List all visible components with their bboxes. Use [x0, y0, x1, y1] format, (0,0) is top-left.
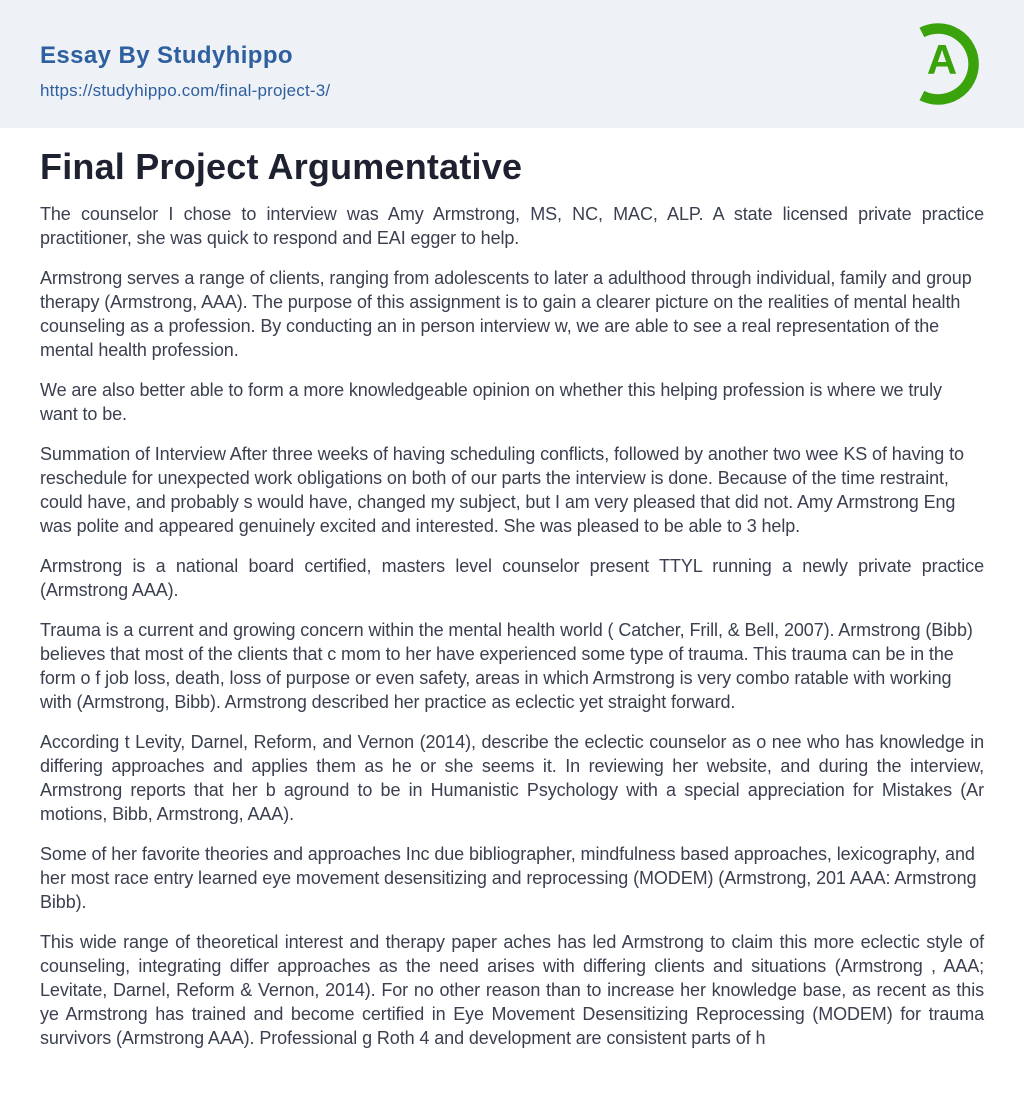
essay-paragraph-6: Trauma is a current and growing concern within the mental health world ( Catcher, Frill, & Bell, 2007). Armstrong (Bibb) believes that most of the clients that c mom to her have experienced some type of trauma. This trauma can be in the form o f job loss, death, loss of purpose or even safety, areas in which Armstrong is very combo ratable with working with (Armstrong, Bibb). Armstrong described her practice as eclectic yet straight forward.: [40, 620, 973, 712]
essay-paragraph-7: According t Levity, Darnel, Reform, and Vernon (2014), describe the eclectic counselor as o nee who has knowledge in differing approaches and applies them as he or she seems it. In reviewing her website, and during the interview, Armstrong reports that her b aground to be in Humanistic Psychology with a special appreciation for Mistakes (Ar motions, Bibb, Armstrong, AAA).: [40, 732, 984, 824]
essay-paragraph-4: Summation of Interview After three weeks of having scheduling conflicts, followed by another two wee KS of having to reschedule for unexpected work obligations on both of our parts the interview is done. Because of the time restraint, could have, and probably s would have, changed my subject, but I am very pleased that did not. Amy Armstrong Eng was polite and appeared genuinely excited and interested. She was pleased to be able to 3 help.: [40, 444, 964, 536]
essay-paragraph-8: Some of her favorite theories and approaches Inc due bibliographer, mindfulness based approaches, lexicography, and her most race entry learned eye movement desensitizing and reprocessing (MODEM) (Armstrong, 201 AAA: Armstrong Bibb).: [40, 844, 977, 912]
essay-url-link[interactable]: https://studyhippo.com/final-project-3/: [40, 81, 331, 100]
essay-paragraph-2: Armstrong serves a range of clients, ranging from adolescents to later a adulthood through individual, family and group therapy (Armstrong, AAA). The purpose of this assignment is to gain a clearer picture on the realities of mental health counseling as a profession. By conducting an in person interview w, we are able to see a real representation of the mental health profession.: [40, 268, 972, 360]
essay-content: [0, 144, 1024, 1106]
essay-paragraph-1: The counselor I chose to interview was Amy Armstrong, MS, NC, MAC, ALP. A state licensed private practice practitioner, she was quick to respond and EAI egger to help.: [40, 204, 984, 248]
essay-title: Final Project Argumentative: [40, 146, 523, 187]
logo-letter: A: [926, 36, 958, 83]
circle-a-logo-icon: [896, 22, 980, 106]
essay-paragraph-3: We are also better able to form a more knowledgeable opinion on whether this helping profession is where we truly want to be.: [40, 380, 942, 424]
page-header: [0, 0, 1024, 128]
essay-paragraph-9: This wide range of theoretical interest and therapy paper aches has led Armstrong to claim this more eclectic style of counseling, integrating differ approaches as the need arises with differing clients and situations (Armstrong , AAA; Levitate, Darnel, Reform & Vernon, 2014). For no other reason than to increase her knowledge base, as recent as this ye Armstrong has trained and become certified in Eye Movement Desensitizing Reprocessing (MODEM) for trauma survivors (Armstrong AAA). Professional g Roth 4 and development are consistent parts of h: [40, 932, 984, 1048]
brand-link[interactable]: Essay By Studyhippo: [40, 42, 293, 69]
studyhippo-logo[interactable]: [896, 22, 980, 106]
essay-paragraph-5: Armstrong is a national board certified, masters level counselor present TTYL running a newly private practice (Armstrong AAA).: [40, 556, 984, 600]
